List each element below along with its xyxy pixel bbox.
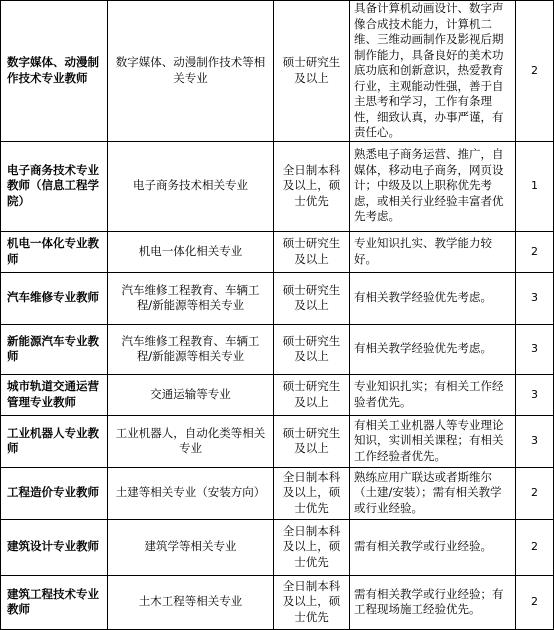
count-cell: 2 [516, 575, 554, 629]
table-row [1, 141, 554, 231]
count-cell: 2 [516, 467, 554, 519]
major-cell: 建筑学等相关专业 [108, 519, 274, 575]
table-row [1, 415, 554, 467]
position-cell: 工业机器人专业教师 [1, 415, 108, 467]
table-row [1, 1, 554, 142]
requirements-cell: 需有相关教学或行业经验。 [350, 519, 516, 575]
requirements-cell: 需有相关教学或行业经验；有工程现场施工经验优先。 [350, 575, 516, 629]
count-cell: 3 [516, 415, 554, 467]
education-cell: 硕士研究生及以上 [274, 1, 350, 142]
major-cell: 汽车维修工程教育、车辆工程/新能源等相关专业 [108, 272, 274, 324]
position-cell: 建筑设计专业教师 [1, 519, 108, 575]
major-cell: 土建等相关专业（安装方向） [108, 467, 274, 519]
position-cell: 新能源汽车专业教师 [1, 324, 108, 374]
requirements-cell: 专业知识扎实、教学能力较好。 [350, 231, 516, 272]
position-cell: 工程造价专业教师 [1, 467, 108, 519]
table-row [1, 575, 554, 629]
position-cell: 城市轨道交通运营管理专业教师 [1, 374, 108, 415]
education-cell: 硕士研究生及以上 [274, 272, 350, 324]
requirements-cell: 熟悉电子商务运营、推广，自媒体，移动电子商务，网页设计；中级及以上职称优先考虑，或相关行业经验丰富者优先考虑。 [350, 141, 516, 231]
requirements-cell: 具备计算机动画设计、数字声像合成技术能力，计算机二维、三维动画制作及影视后期制作能力，具备良好的美术功底功底和创新意识，热爱教育行业，主观能动性强，善于自主思考和学习，工作有条理性，细致认真，办事严谨，有责任心。 [350, 1, 516, 142]
count-cell: 3 [516, 374, 554, 415]
education-cell: 全日制本科及以上，硕士优先 [274, 467, 350, 519]
count-cell: 1 [516, 141, 554, 231]
major-cell: 工业机器人，自动化类等相关专业 [108, 415, 274, 467]
job-table-body [1, 1, 554, 630]
education-cell: 全日制本科及以上，硕士优先 [274, 575, 350, 629]
table-row [1, 374, 554, 415]
count-cell: 2 [516, 1, 554, 142]
major-cell: 汽车维修工程教育、车辆工程/新能源等相关专业 [108, 324, 274, 374]
requirements-cell: 有相关教学经验优先考虑。 [350, 324, 516, 374]
education-cell: 硕士研究生及以上 [274, 374, 350, 415]
table-row [1, 467, 554, 519]
major-cell: 电子商务技术相关专业 [108, 141, 274, 231]
table-row [1, 519, 554, 575]
count-cell: 2 [516, 519, 554, 575]
education-cell: 硕士研究生及以上 [274, 231, 350, 272]
education-cell: 硕士研究生及以上 [274, 324, 350, 374]
requirements-cell: 专业知识扎实；有相关工作经验者优先。 [350, 374, 516, 415]
table-row [1, 231, 554, 272]
count-cell: 3 [516, 272, 554, 324]
position-cell: 电子商务技术专业教师（信息工程学院） [1, 141, 108, 231]
requirements-cell: 有相关教学经验优先考虑。 [350, 272, 516, 324]
requirements-cell: 有相关工业机器人等专业理论知识，实训相关课程；有相关工作经验者优先。 [350, 415, 516, 467]
major-cell: 土木工程等相关专业 [108, 575, 274, 629]
count-cell: 2 [516, 231, 554, 272]
position-cell: 机电一体化专业教师 [1, 231, 108, 272]
major-cell: 机电一体化相关专业 [108, 231, 274, 272]
position-cell: 汽车维修专业教师 [1, 272, 108, 324]
requirements-cell: 熟练应用广联达或者斯维尔（土建/安装）；需有相关教学或行业经验。 [350, 467, 516, 519]
count-cell: 3 [516, 324, 554, 374]
table-row [1, 324, 554, 374]
position-cell: 建筑工程技术专业教师 [1, 575, 108, 629]
table-row [1, 272, 554, 324]
education-cell: 硕士研究生及以上 [274, 415, 350, 467]
major-cell: 交通运输等专业 [108, 374, 274, 415]
position-cell: 数字媒体、动漫制作技术专业教师 [1, 1, 108, 142]
education-cell: 全日制本科及以上，硕士优先 [274, 519, 350, 575]
education-cell: 全日制本科及以上，硕士优先 [274, 141, 350, 231]
major-cell: 数字媒体、动漫制作技术等相关专业 [108, 1, 274, 142]
